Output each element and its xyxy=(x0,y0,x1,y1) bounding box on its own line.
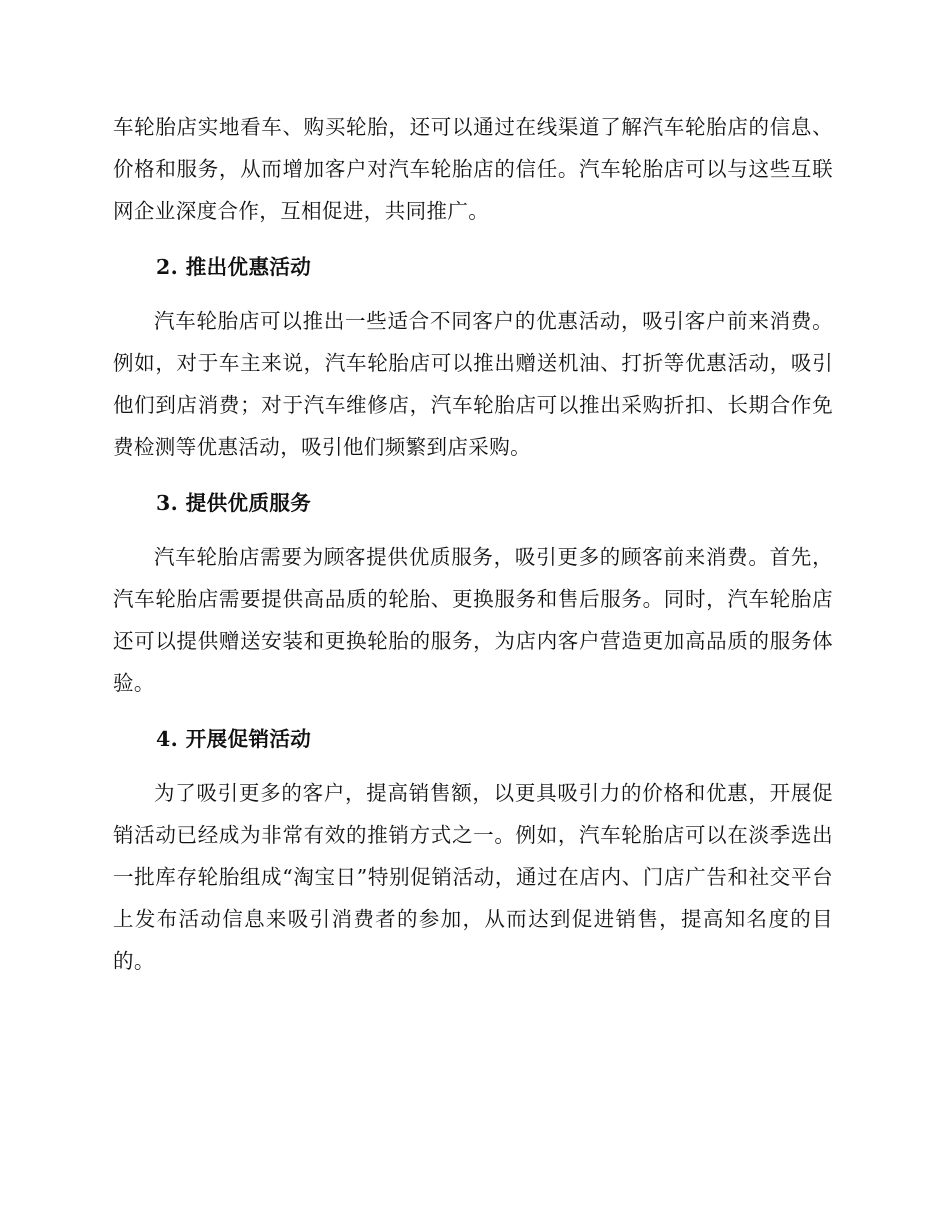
heading-promotion-activities: 4. 开展促销活动 xyxy=(156,727,312,751)
paragraph-discount-activities: 汽车轮胎店可以推出一些适合不同客户的优惠活动，吸引客户前来消费。例如，对于车主来说，汽车轮胎店可以推出赠送机油、打折等优惠活动，吸引他们到店消费；对于汽车维修店，汽车轮胎店可以推出采购折扣、长期合作免费检测等优惠活动，吸引他们频繁到店采购。 xyxy=(113,309,833,459)
heading-quality-service: 3. 提供优质服务 xyxy=(156,491,312,515)
paragraph-quality-service: 汽车轮胎店需要为顾客提供优质服务，吸引更多的顾客前来消费。首先，汽车轮胎店需要提供高品质的轮胎、更换服务和售后服务。同时，汽车轮胎店还可以提供赠送安装和更换轮胎的服务，为店内客户营造更加高品质的服务体验。 xyxy=(113,545,833,695)
heading-discount-activities: 2. 推出优惠活动 xyxy=(156,255,312,279)
document-body xyxy=(113,106,833,996)
paragraph-online-cooperation: 车轮胎店实地看车、购买轮胎，还可以通过在线渠道了解汽车轮胎店的信息、价格和服务，从而增加客户对汽车轮胎店的信任。汽车轮胎店可以与这些互联网企业深度合作，互相促进，共同推广。 xyxy=(113,115,833,223)
paragraph-promotion-activities: 为了吸引更多的客户，提高销售额，以更具吸引力的价格和优惠，开展促销活动已经成为非常有效的推销方式之一。例如，汽车轮胎店可以在淡季选出一批库存轮胎组成“淘宝日”特别促销活动，通过在店内、门店广告和社交平台上发布活动信息来吸引消费者的参加，从而达到促进销售，提高知名度的目的。 xyxy=(113,781,833,973)
